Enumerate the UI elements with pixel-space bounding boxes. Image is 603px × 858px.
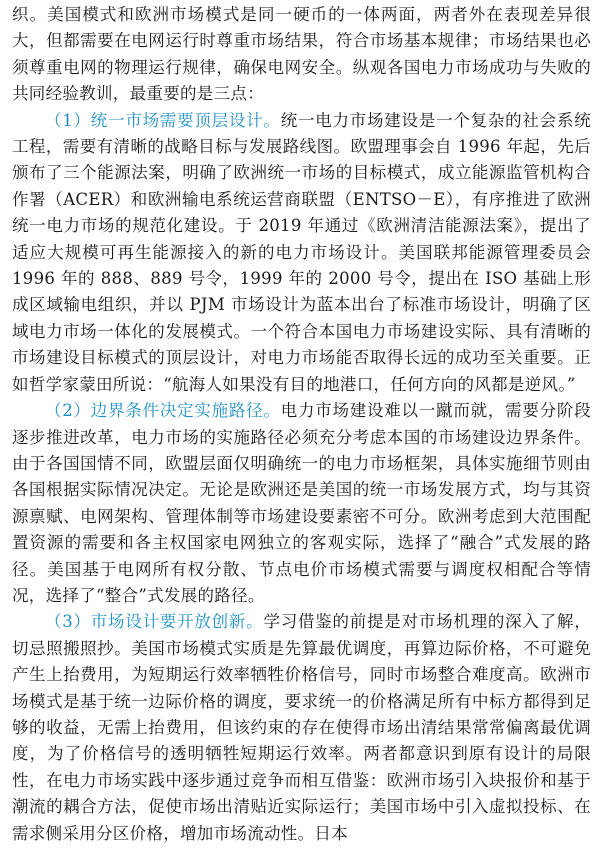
paragraph-text: 电力市场建设难以一蹴而就，需要分阶段逐步推进改革，电力市场的实施路径必须充分考虑本国的市场建设边界条件。由于各国国情不同，欧盟层面仅明确统一的电力市场框架，具体实施细节则由各国根据实际情况决定。无论是欧洲还是美国的统一市场发展方式，均与其资源禀赋、电网架构、管理体制等市场建设要素密不可分。欧洲考虑到大范围配置资源的需要和各主权国家电网独立的客观实际，选择了“融合”式发展的路径。美国基于电网所有权分散、节点电价市场模式需要与调度权相配合等情况，选择了“整合”式发展的路径。 — [12, 401, 591, 605]
paragraph-boundary-conditions — [12, 398, 591, 609]
section-heading-3: （3）市场设计要开放创新。 — [45, 612, 264, 632]
paragraph-text: 学习借鉴的前提是对市场机理的深入了解，切忌照搬照抄。美国市场模式实质是先算最优调度，再算边际价格，不可避免产生上抬费用，为短期运行效率牺牲价格信号，同时市场整合难度高。欧洲市场模式是基于统一边际价格的调度，要求统一的价格满足所有中标方都得到足够的收益，无需上抬费用，但该约束的存在使得市场出清结果常常偏离最优调度，为了价格信号的透明牺牲短期运行效率。两者都意识到原有设计的局限性，在电力市场实践中逐步通过竞争而相互借鉴：欧洲市场引入块报价和基于潮流的耦合方法，促使市场出清贴近实际运行；美国市场中引入虚拟投标、在需求侧采用分区价格，增加市场流动性。日本 — [12, 612, 591, 843]
paragraph-text: 统一电力市场建设是一个复杂的社会系统工程，需要有清晰的战略目标与发展路线图。欧盟理事会自 1996 年起，先后颁布了三个能源法案，明确了欧洲统一市场的目标模式，成立能源监管机构合作署（ACER）和欧洲输电系统运营商联盟（ENTSO－E），有序推进了欧洲统一电力市场的规范化建设。于 2019 年通过《欧洲清洁能源法案》，提出了适应大规模可再生能源接入的新的电力市场设计。美国联邦能源管理委员会 1996 年的 888、889 号令，1999 年的 2000 号令，提出在 ISO 基础上形成区域输电组织，并以 PJM 市场设计为蓝本出台了标准市场设计，明确了区域电力市场一体化的发展模式。一个符合本国电力市场建设实际、具有清晰的市场建设目标模式的顶层设计，对电力市场能否取得长远的成功至关重要。正如哲学家蒙田所说：“航海人如果没有目的地港口，任何方向的风都是逆风。” — [12, 110, 591, 394]
paragraph-intro — [12, 2, 591, 108]
paragraph-open-innovation — [12, 609, 591, 847]
section-heading-1: （1）统一市场需要顶层设计。 — [45, 110, 281, 130]
paragraph-top-level-design — [12, 108, 591, 398]
paragraph-text: 织。美国模式和欧洲市场模式是同一硬币的一体两面，两者外在表现差异很大，但都需要在电网运行时尊重市场结果，符合市场基本规律；市场结果也必须尊重电网的物理运行规律，确保电网安全。纵观各国电力市场成功与失败的共同经验教训，最重要的是三点： — [12, 5, 591, 104]
section-heading-2: （2）边界条件决定实施路径。 — [45, 401, 281, 421]
